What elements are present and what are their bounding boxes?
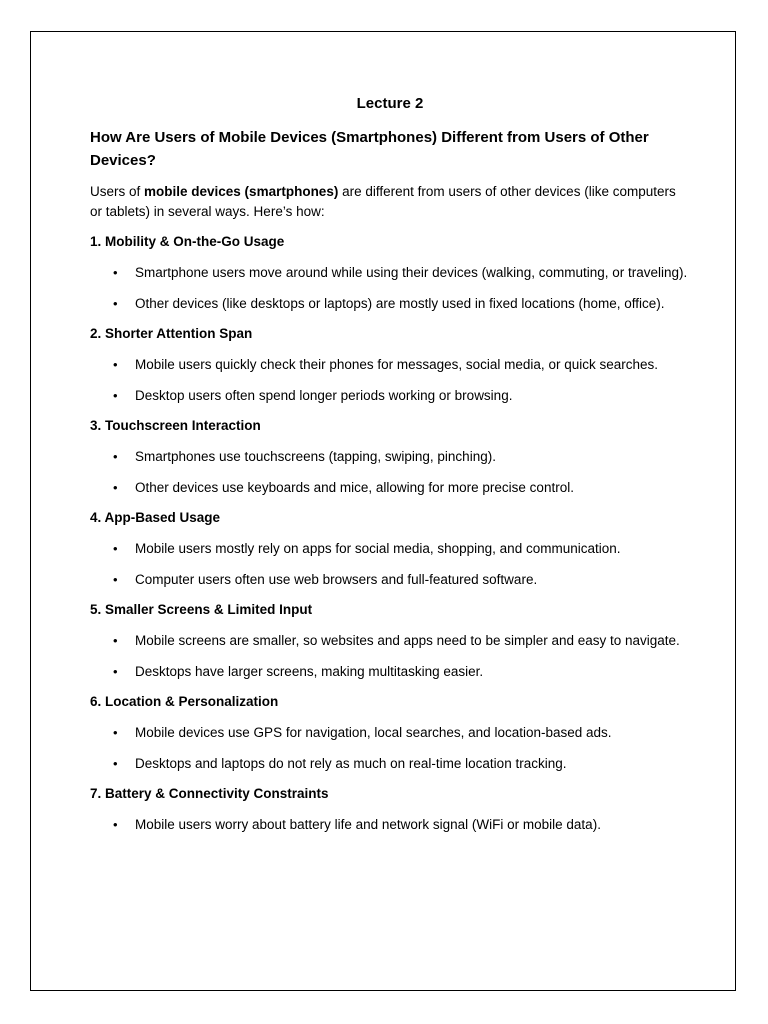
- section-title: 1. Mobility & On-the-Go Usage: [90, 234, 285, 249]
- bullet-item: [90, 723, 690, 743]
- bullet-dot-icon: •: [113, 541, 118, 556]
- bullet-item: [90, 815, 690, 835]
- bullet-dot-icon: •: [113, 664, 118, 679]
- bullet-text: Desktops and laptops do not rely as much on real-time location tracking.: [135, 756, 567, 771]
- bullet-text: Other devices use keyboards and mice, allowing for more precise control.: [135, 480, 574, 495]
- bullet-dot-icon: •: [113, 357, 118, 372]
- bullet-list: [90, 355, 690, 406]
- document-content: [90, 94, 690, 835]
- bullet-text: Mobile users quickly check their phones for messages, social media, or quick searches.: [135, 357, 658, 372]
- intro-text-pre: Users of: [90, 184, 145, 199]
- section-title: 3. Touchscreen Interaction: [90, 418, 261, 433]
- bullet-dot-icon: •: [113, 817, 118, 832]
- bullet-text: Mobile users worry about battery life and network signal (WiFi or mobile data).: [135, 817, 601, 832]
- bullet-item: [90, 631, 690, 651]
- bullet-text: Desktop users often spend longer periods working or browsing.: [135, 388, 513, 403]
- bullet-item: [90, 294, 690, 314]
- lecture-heading: Lecture 2: [356, 95, 424, 112]
- section-title: 5. Smaller Screens & Limited Input: [90, 602, 313, 617]
- bullet-list: [90, 539, 690, 590]
- section-title: 6. Location & Personalization: [90, 694, 279, 709]
- bullet-dot-icon: •: [113, 480, 118, 495]
- bullet-item: [90, 386, 690, 406]
- bullet-dot-icon: •: [113, 388, 118, 403]
- bullet-text: Mobile devices use GPS for navigation, local searches, and location-based ads.: [135, 725, 612, 740]
- bullet-item: [90, 570, 690, 590]
- section-title: 2. Shorter Attention Span: [90, 326, 253, 341]
- bullet-item: [90, 355, 690, 375]
- section-title: 7. Battery & Connectivity Constraints: [90, 786, 329, 801]
- bullet-dot-icon: •: [113, 265, 118, 280]
- bullet-text: Other devices (like desktops or laptops) are mostly used in fixed locations (home, office).: [135, 296, 665, 311]
- bullet-text: Computer users often use web browsers and full-featured software.: [135, 572, 538, 587]
- bullet-text: Smartphones use touchscreens (tapping, swiping, pinching).: [135, 449, 496, 464]
- bullet-item: [90, 539, 690, 559]
- bullet-dot-icon: •: [113, 633, 118, 648]
- intro-paragraph: [90, 182, 690, 222]
- bullet-item: [90, 478, 690, 498]
- bullet-list: [90, 815, 690, 835]
- bullet-text: Mobile screens are smaller, so websites and apps need to be simpler and easy to navigate.: [135, 633, 680, 648]
- bullet-text: Mobile users mostly rely on apps for social media, shopping, and communication.: [135, 541, 621, 556]
- intro-text-bold: mobile devices (smartphones): [144, 184, 339, 199]
- bullet-text: Desktops have larger screens, making multitasking easier.: [135, 664, 484, 679]
- bullet-dot-icon: •: [113, 725, 118, 740]
- bullet-list: [90, 447, 690, 498]
- sections-container: [90, 232, 690, 835]
- document-page: [30, 31, 736, 991]
- bullet-list: [90, 723, 690, 774]
- bullet-item: [90, 263, 690, 283]
- bullet-item: [90, 447, 690, 467]
- bullet-list: [90, 631, 690, 682]
- section-title: 4. App-Based Usage: [90, 510, 221, 525]
- intro-text-post: are different from users of other devices (like computers or tablets) in several ways. Here’s how:: [90, 184, 676, 219]
- bullet-item: [90, 662, 690, 682]
- bullet-list: [90, 263, 690, 314]
- bullet-dot-icon: •: [113, 756, 118, 771]
- bullet-text: Smartphone users move around while using their devices (walking, commuting, or traveling).: [135, 265, 688, 280]
- bullet-dot-icon: •: [113, 572, 118, 587]
- bullet-dot-icon: •: [113, 449, 118, 464]
- bullet-dot-icon: •: [113, 296, 118, 311]
- page-title: How Are Users of Mobile Devices (Smartphones) Different from Users of Other Devices?: [90, 129, 649, 169]
- bullet-item: [90, 754, 690, 774]
